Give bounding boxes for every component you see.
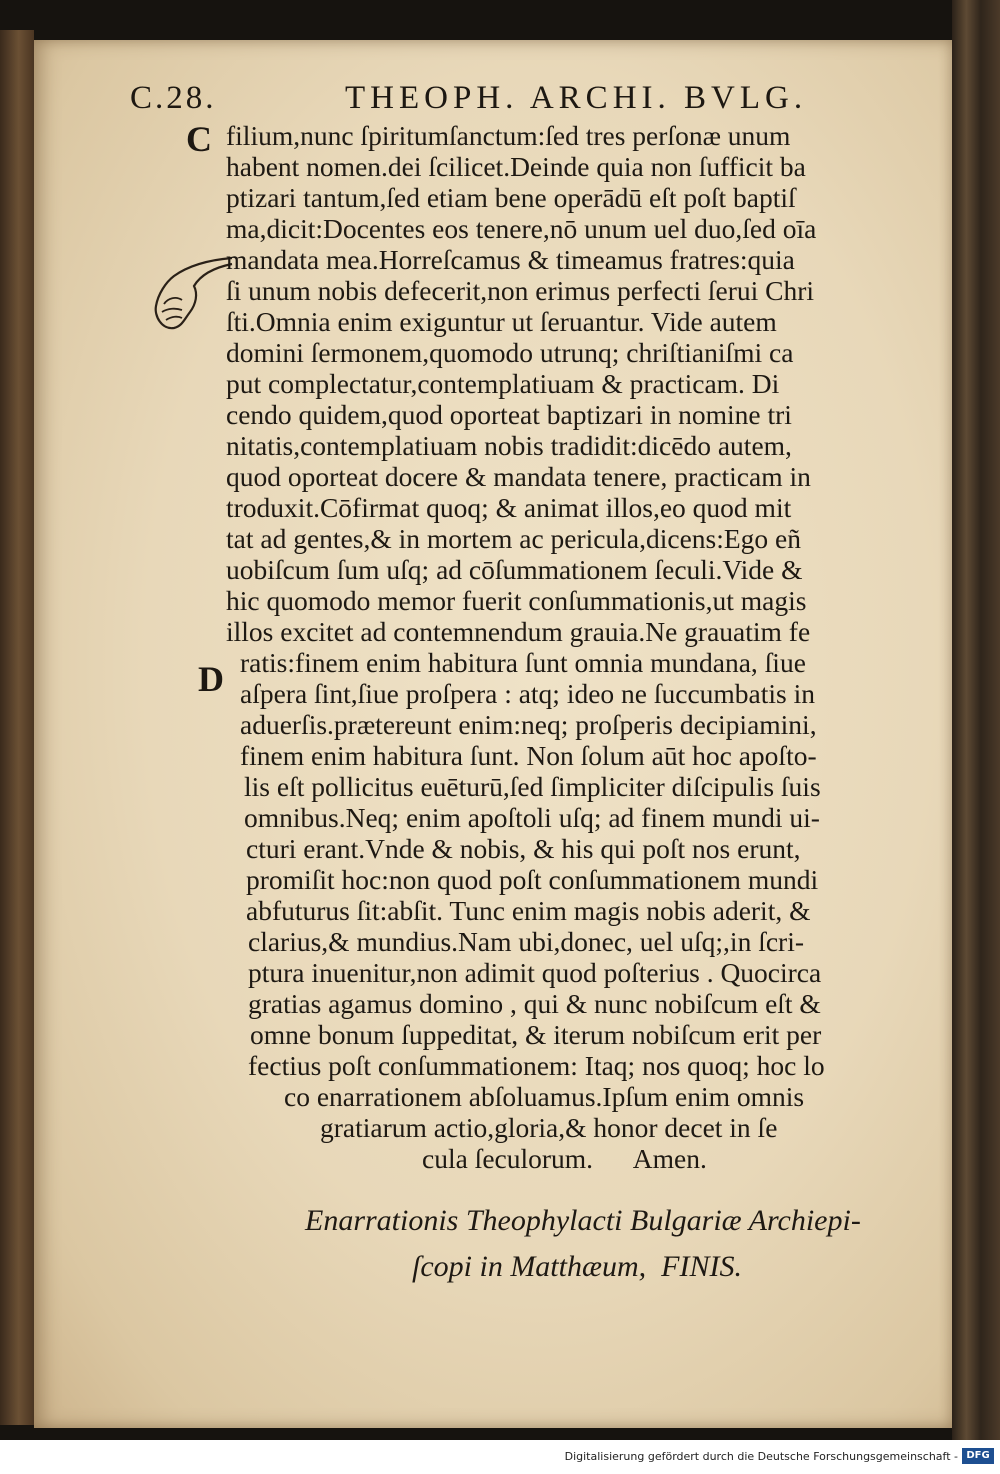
folio-number: C.28. <box>130 80 217 116</box>
text-line: filium,nunc ſpiritumſanctum:ſed tres perſonæ unum <box>226 120 791 151</box>
text-line: uobiſcum ſum uſq; ad cōſummationem ſeculi.Vide & <box>226 554 803 585</box>
text-line: cula ſeculorum. Amen. <box>422 1143 707 1174</box>
colophon-line-2: ſcopi in Matthæum, FINIS. <box>412 1250 742 1283</box>
text-line: cturi erant.Vnde & nobis, & his qui poſt nos erunt, <box>246 833 801 864</box>
text-line: omnibus.Neq; enim apoſtoli uſq; ad finem mundi ui- <box>244 802 820 833</box>
text-line: finem enim habitura ſunt. Non ſolum aūt hoc apoſto- <box>240 740 817 771</box>
text-line: ptura inuenitur,non adimit quod poſterius . Quocirca <box>248 957 822 988</box>
text-line: omne bonum ſuppeditat, & iterum nobiſcum erit per <box>250 1019 822 1050</box>
funding-credit: Digitalisierung gefördert durch die Deutsche Forschungsgemeinschaft - <box>564 1450 958 1463</box>
text-line: fectius poſt conſummationem: Itaq; nos quoq; hoc lo <box>248 1050 825 1081</box>
text-line: gratiarum actio,gloria,& honor decet in ſe <box>320 1112 778 1143</box>
digitization-footer <box>0 1440 1000 1474</box>
text-line: put complectatur,contemplatiuam & practicam. Di <box>226 368 780 399</box>
text-line: tat ad gentes,& in mortem ac pericula,dicens:Ego eñ <box>226 523 802 554</box>
section-initial-c: C <box>186 119 212 159</box>
text-line: habent nomen.dei ſcilicet.Deinde quia non ſufficit ba <box>226 151 806 182</box>
text-line: nitatis,contemplatiuam nobis tradidit:dicēdo autem, <box>226 430 792 461</box>
text-line: clarius,& mundius.Nam ubi,donec, uel uſq;,in ſcri- <box>248 926 805 957</box>
page-header <box>0 80 1000 120</box>
colophon-line-1: Enarrationis Theophylacti Bulgariæ Archiepi- <box>305 1204 861 1237</box>
text-line: co enarrationem abſoluamus.Ipſum enim omnis <box>284 1081 805 1112</box>
running-title: THEOPH. ARCHI. BVLG. <box>345 80 808 116</box>
text-line: promiſit hoc:non quod poſt conſummationem mundi <box>246 864 819 895</box>
main-text <box>226 120 926 1174</box>
text-line: abfuturus ſit:abſit. Tunc enim magis nobis aderit, & <box>246 895 811 926</box>
text-line: illos excitet ad contemnendum grauia.Ne grauatim fe <box>226 616 811 647</box>
text-line: ſi unum nobis defecerit,non erimus perfecti ſerui Chri <box>226 275 815 306</box>
text-line: domini ſermonem,quomodo utrunq; chriſtianiſmi ca <box>226 337 794 368</box>
text-line: cendo quidem,quod oporteat baptizari in nomine tri <box>226 399 792 430</box>
text-line: hic quomodo memor fuerit conſummationis,ut magis <box>226 585 807 616</box>
book-spine-left <box>0 30 34 1425</box>
text-line: ma,dicit:Docentes eos tenere,nō unum uel duo,ſed oīa <box>226 213 817 244</box>
text-line: mandata mea.Horreſcamus & timeamus fratres:quia <box>226 244 795 275</box>
text-line: ratis:finem enim habitura ſunt omnia mundana, ſiue <box>240 647 806 678</box>
dfg-logo: DFG <box>962 1448 994 1464</box>
text-line: gratias agamus domino , qui & nunc nobiſcum eſt & <box>248 988 821 1019</box>
book-edge-right <box>952 0 1000 1440</box>
text-line: ſti.Omnia enim exiguntur ut ſeruantur. Vide autem <box>226 306 777 337</box>
text-line: ptizari tantum,ſed etiam bene operādū eſt poſt baptiſ <box>226 182 796 213</box>
section-initial-d: D <box>198 659 224 699</box>
text-line: troduxit.Cōfirmat quoq; & animat illos,eo quod mit <box>226 492 792 523</box>
text-line: lis eſt pollicitus euēturū,ſed ſimpliciter diſcipulis ſuis <box>244 771 821 802</box>
text-line: quod oporteat docere & mandata tenere, practicam in <box>226 461 811 492</box>
pointing-hand-icon <box>148 250 234 340</box>
text-line: aſpera ſint,ſiue proſpera : atq; ideo ne ſuccumbatis in <box>240 678 816 709</box>
text-line: aduerſis.prætereunt enim:neq; proſperis decipiamini, <box>240 709 817 740</box>
